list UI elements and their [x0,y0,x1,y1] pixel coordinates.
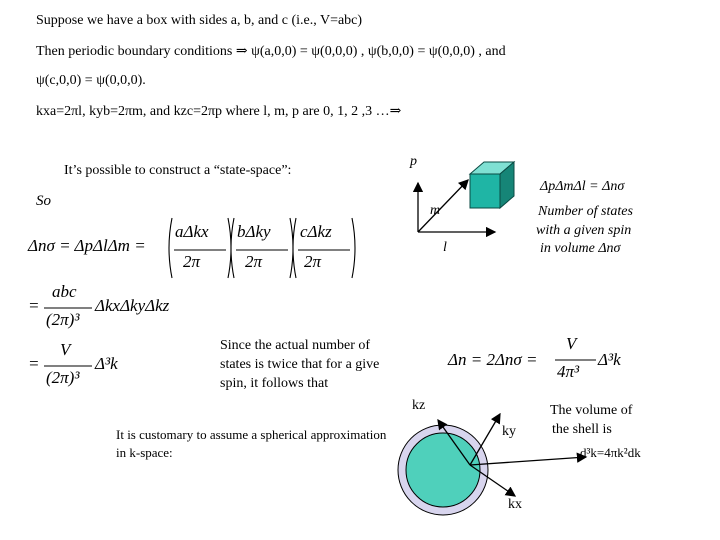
equation-1-fraction-2-den: 2π [245,252,263,271]
shell-note-line-1: The volume of [550,403,633,418]
equation-2-den: (2π)³ [46,310,80,329]
equation-1-fraction-1-den: 2π [183,252,201,271]
state-space-caption: It’s possible to construct a “state-space”: [64,163,292,178]
so-label: So [36,193,51,209]
equation-4-lhs: Δn = 2Δnσ = [448,350,538,369]
sphere-inner [406,433,480,507]
axis-label-m: m [430,203,441,218]
axis-label-kz: kz [412,398,426,413]
shell-note-line-2: the shell is [552,422,612,437]
states-note-line-1: Number of states [538,204,633,219]
axis-label-p: p [410,154,417,169]
equation-3-rest: Δ³k [95,354,118,373]
equation-3-equals: = [28,354,40,373]
spin-note-line-3: spin, it follows that [220,376,329,391]
equation-4-den: 4π³ [557,362,580,381]
axis-label-kx: kx [508,497,522,512]
equation-4-rest: Δ³k [598,350,621,369]
equation-3-den: (2π)³ [46,368,80,387]
cube-front-face [470,174,500,208]
equation-1-fraction-3-num: cΔkz [300,222,332,241]
axis-label-ky: ky [502,424,516,439]
axis-label-l: l [443,240,447,255]
shell-note-line-3: d³k=4πk²dk [580,445,641,460]
spin-note-line-2: states is twice that for a give [220,357,380,372]
equation-1-fraction-2-num: bΔky [237,222,271,241]
equation-4-num: V [566,334,577,353]
equation-1-lhs: Δnσ = ΔpΔlΔm = [28,236,146,255]
intro-line-1: Suppose we have a box with sides a, b, and c (i.e., V=abc) [36,13,363,28]
states-note-line-3: in volume Δnσ [540,241,621,256]
fraction-bars [44,250,596,366]
equation-1-fraction-3-den: 2π [304,252,322,271]
states-note-line-2: with a given spin [536,223,632,238]
state-space-cube [470,162,514,208]
equation-1-fraction-1-num: aΔkx [175,222,209,241]
equation-2-rest: ΔkxΔkyΔkz [95,296,170,315]
spherical-line-1: It is customary to assume a spherical approximation [116,427,387,442]
spherical-line-2: in k-space: [116,445,173,460]
equation-2-equals: = [28,296,40,315]
intro-line-3: ψ(c,0,0) = ψ(0,0,0). [36,73,146,88]
equation-3-num: V [60,340,71,359]
intro-line-2: Then periodic boundary conditions ⇒ ψ(a,0,0) = ψ(0,0,0) , ψ(b,0,0) = ψ(0,0,0) , and [36,44,506,59]
spin-note-line-1: Since the actual number of [220,338,371,353]
equation-2-num: abc [52,282,77,301]
volume-equation: ΔpΔmΔl = Δnσ [540,179,625,194]
equation-1-brackets [169,218,355,278]
intro-line-4: kxa=2πl, kyb=2πm, and kzc=2πp where l, m, p are 0, 1, 2 ,3 …⇒ [36,104,402,119]
